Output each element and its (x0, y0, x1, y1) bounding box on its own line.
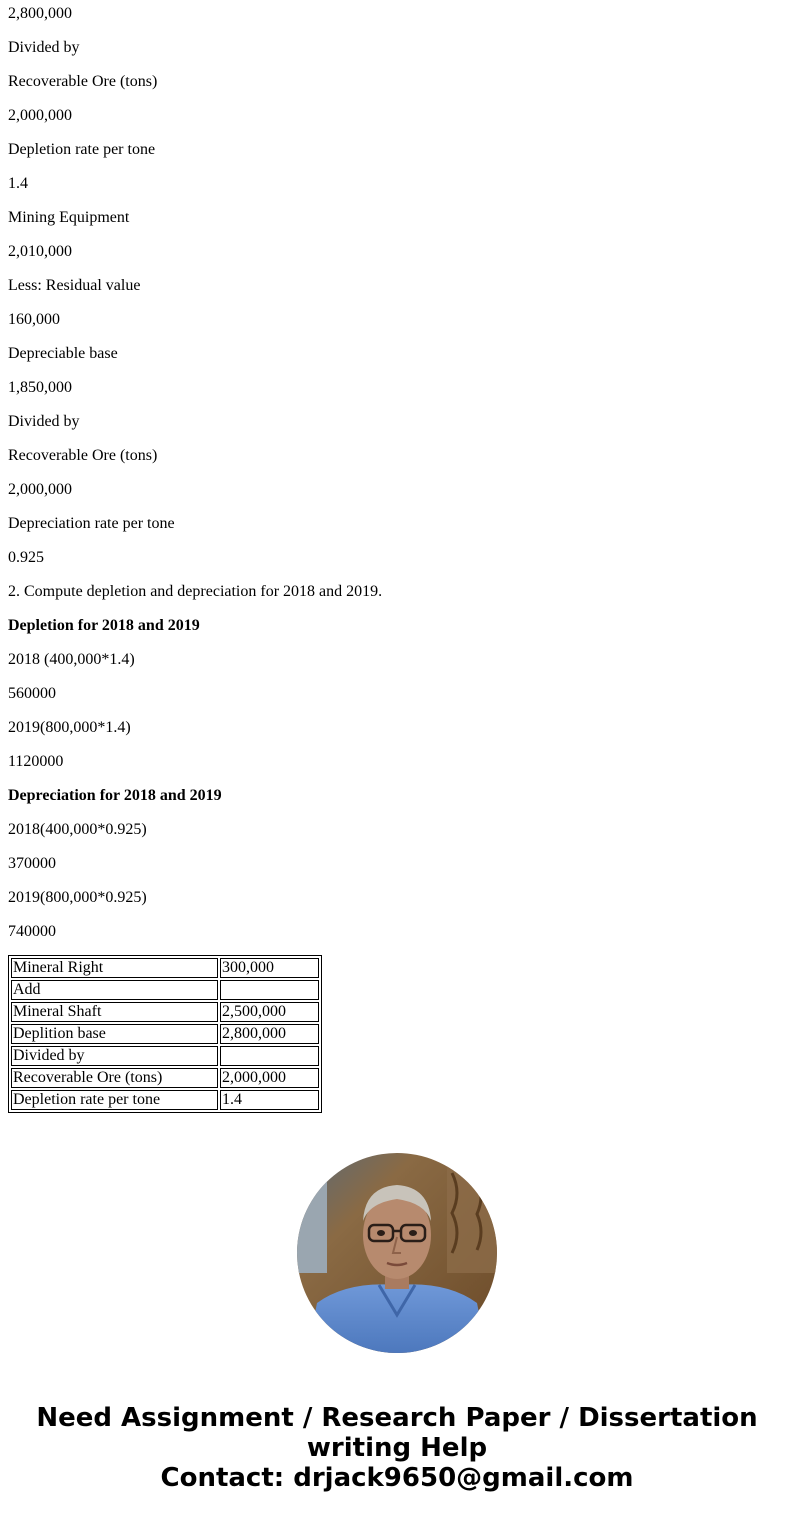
text-line: 370000 (8, 855, 56, 872)
table-cell-value: 300,000 (220, 958, 319, 978)
avatar (297, 1153, 497, 1353)
text-line: Divided by (8, 39, 80, 56)
text-line: 0.925 (8, 549, 44, 566)
table-cell-label: Add (11, 980, 218, 1000)
text-line: 2018 (400,000*1.4) (8, 651, 135, 668)
table-cell-label: Mineral Shaft (11, 1002, 218, 1022)
promo-line-2: writing Help (306, 1433, 488, 1463)
text-line: 1120000 (8, 753, 64, 770)
table-cell-label: Divided by (11, 1046, 218, 1066)
table-wrapper (8, 955, 786, 1113)
table-cell-value: 2,500,000 (220, 1002, 319, 1022)
text-line: 2,000,000 (8, 481, 72, 498)
text-line: 2019(800,000*1.4) (8, 719, 131, 736)
text-line: Depreciation rate per tone (8, 515, 175, 532)
table-cell-value (220, 980, 319, 1000)
depletion-table (8, 955, 322, 1113)
text-line: 2,000,000 (8, 107, 72, 124)
text-line: 1,850,000 (8, 379, 72, 396)
text-line: Recoverable Ore (tons) (8, 73, 158, 90)
text-line: 2019(800,000*0.925) (8, 889, 147, 906)
table-cell-value: 2,800,000 (220, 1024, 319, 1044)
table-row (11, 980, 319, 1000)
promo-line-1: Need Assignment / Research Paper / Dissertation (36, 1403, 758, 1433)
text-line: Recoverable Ore (tons) (8, 447, 158, 464)
table-row (11, 958, 319, 978)
solution-lines (8, 0, 786, 947)
promo-contact: Contact: drjack9650@gmail.com (160, 1463, 634, 1493)
text-line: 2018(400,000*0.925) (8, 821, 147, 838)
text-line: Less: Residual value (8, 277, 141, 294)
table-row (11, 1046, 319, 1066)
text-line: 2. Compute depletion and depreciation for 2018 and 2019. (8, 583, 383, 600)
text-line: Depletion rate per tone (8, 141, 156, 158)
text-line: Mining Equipment (8, 209, 130, 226)
table-row (11, 1024, 319, 1044)
table-cell-label: Depletion rate per tone (11, 1090, 218, 1110)
table-cell-label: Mineral Right (11, 958, 218, 978)
text-line: 2,010,000 (8, 243, 72, 260)
table-cell-value: 2,000,000 (220, 1068, 319, 1088)
table-row (11, 1090, 319, 1110)
table-cell-value: 1.4 (220, 1090, 319, 1110)
table-row (11, 1002, 319, 1022)
text-line: 2,800,000 (8, 5, 72, 22)
section-heading: Depletion for 2018 and 2019 (8, 617, 200, 634)
table-cell-label: Deplition base (11, 1024, 218, 1044)
document-content (8, 0, 786, 1113)
promo-banner (0, 1403, 794, 1493)
table-cell-value (220, 1046, 319, 1066)
window-panel (297, 1153, 327, 1273)
portrait-image (297, 1153, 497, 1353)
text-line: 1.4 (8, 175, 28, 192)
text-line: 560000 (8, 685, 56, 702)
table-row (11, 1068, 319, 1088)
text-line: Depreciable base (8, 345, 118, 362)
section-heading: Depreciation for 2018 and 2019 (8, 787, 222, 804)
table-cell-label: Recoverable Ore (tons) (11, 1068, 218, 1088)
text-line: 160,000 (8, 311, 60, 328)
text-line: 740000 (8, 923, 56, 940)
text-line: Divided by (8, 413, 80, 430)
shirt (307, 1284, 487, 1353)
